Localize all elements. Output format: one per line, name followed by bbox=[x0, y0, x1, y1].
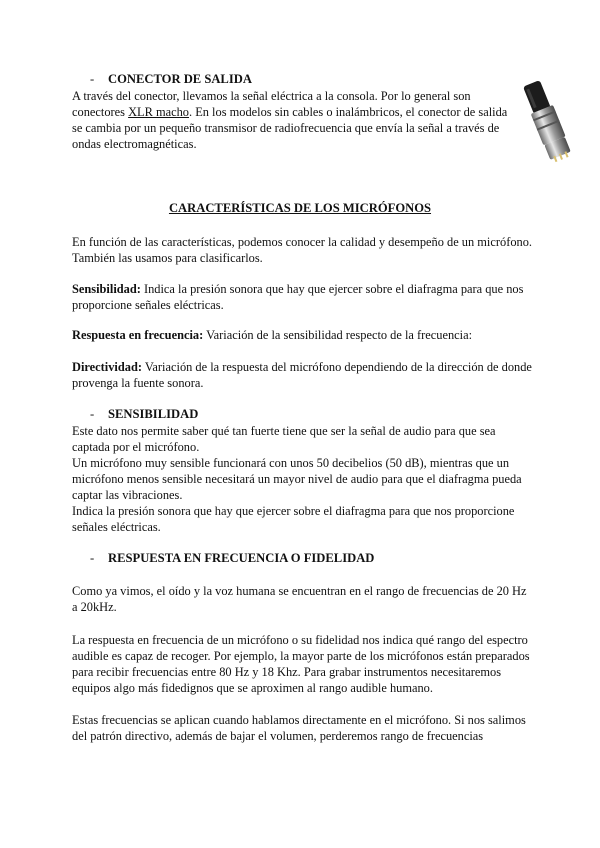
bullet-dash: - bbox=[90, 551, 95, 565]
paragraph-respuesta-1 bbox=[72, 583, 532, 615]
directividad-label: Directividad: bbox=[72, 360, 142, 374]
paragraph-respuesta-2 bbox=[72, 632, 532, 696]
xlr-connector-image bbox=[522, 80, 574, 164]
heading-respuesta-frecuencia bbox=[90, 550, 374, 566]
directividad-def-text: Variación de la respuesta del micrófono dependiendo de la dirección de donde provenga la fuente sonora. bbox=[72, 360, 532, 390]
sensibilidad-label: Sensibilidad: bbox=[72, 282, 141, 296]
paragraph-sensibilidad-def bbox=[72, 281, 532, 313]
paragraph-intro bbox=[72, 234, 532, 266]
heading-sensibilidad bbox=[90, 406, 198, 422]
paragraph-respuesta-3 bbox=[72, 712, 532, 744]
respuesta-label: Respuesta en frecuencia: bbox=[72, 328, 204, 342]
heading-text: CONECTOR DE SALIDA bbox=[108, 72, 252, 86]
respuesta-def-text: Variación de la sensibilidad respecto de la frecuencia: bbox=[203, 328, 473, 342]
bullet-dash: - bbox=[90, 72, 95, 86]
conector-text-b: . En los modelos sin cables o inalámbricos, el conector de salida se cambia por un pequeño transmisor de radiofrecuencia que envía la señal a través de ondas electromagnéticas. bbox=[72, 105, 508, 151]
sensibilidad-def-text: Indica la presión sonora que hay que ejercer sobre el diafragma para que nos proporcione señales eléctricas. bbox=[72, 282, 524, 312]
heading-text: RESPUESTA EN FRECUENCIA O FIDELIDAD bbox=[108, 551, 375, 565]
intro-text: En función de las características, podemos conocer la calidad y desempeño de un micrófono. También las usamos para clasificarlos. bbox=[72, 235, 533, 265]
sensibilidad-p2: Un micrófono muy sensible funcionará con unos 50 decibelios (50 dB), mientras que un micrófono menos sensible necesitará un mayor nivel de audio para que el diafragma pueda captar las vibraciones. bbox=[72, 456, 522, 502]
paragraph-conector bbox=[72, 88, 520, 152]
sensibilidad-p1: Este dato nos permite saber qué tan fuerte tiene que ser la señal de audio para que sea captada por el micrófono. bbox=[72, 424, 496, 454]
paragraph-directividad-def bbox=[72, 359, 532, 391]
section-title-caracteristicas: CARACTERÍSTICAS DE LOS MICRÓFONOS bbox=[168, 201, 432, 215]
respuesta-p2: La respuesta en frecuencia de un micrófono o su fidelidad nos indica qué rango del espectro audible es capaz de recoger. Por ejemplo, la mayor parte de los micrófonos están preparados para recibir frecuencias entre 80 Hz y 18 Khz. Para grabar instrumentos necesitaremos equipos algo más fidedignos que se aproximen al rango audible humano. bbox=[72, 633, 530, 695]
respuesta-p3: Estas frecuencias se aplican cuando hablamos directamente en el micrófono. Si nos salimos del patrón directivo, además de bajar el volumen, perderemos rango de frecuencias bbox=[72, 713, 526, 743]
sensibilidad-p3: Indica la presión sonora que hay que ejercer sobre el diafragma para que nos proporcione señales eléctricas. bbox=[72, 504, 515, 534]
xlr-macho-link[interactable]: XLR macho bbox=[128, 105, 189, 119]
paragraph-sensibilidad bbox=[72, 423, 532, 535]
heading-text: SENSIBILIDAD bbox=[108, 407, 199, 421]
heading-conector-salida bbox=[90, 71, 252, 87]
paragraph-respuesta-def bbox=[72, 327, 532, 343]
bullet-dash: - bbox=[90, 407, 95, 421]
respuesta-p1: Como ya vimos, el oído y la voz humana se encuentran en el rango de frecuencias de 20 Hz a 20kHz. bbox=[72, 584, 527, 614]
conector-text-a: A través del conector, llevamos la señal eléctrica a la consola. Por lo general son conectores bbox=[72, 89, 471, 119]
